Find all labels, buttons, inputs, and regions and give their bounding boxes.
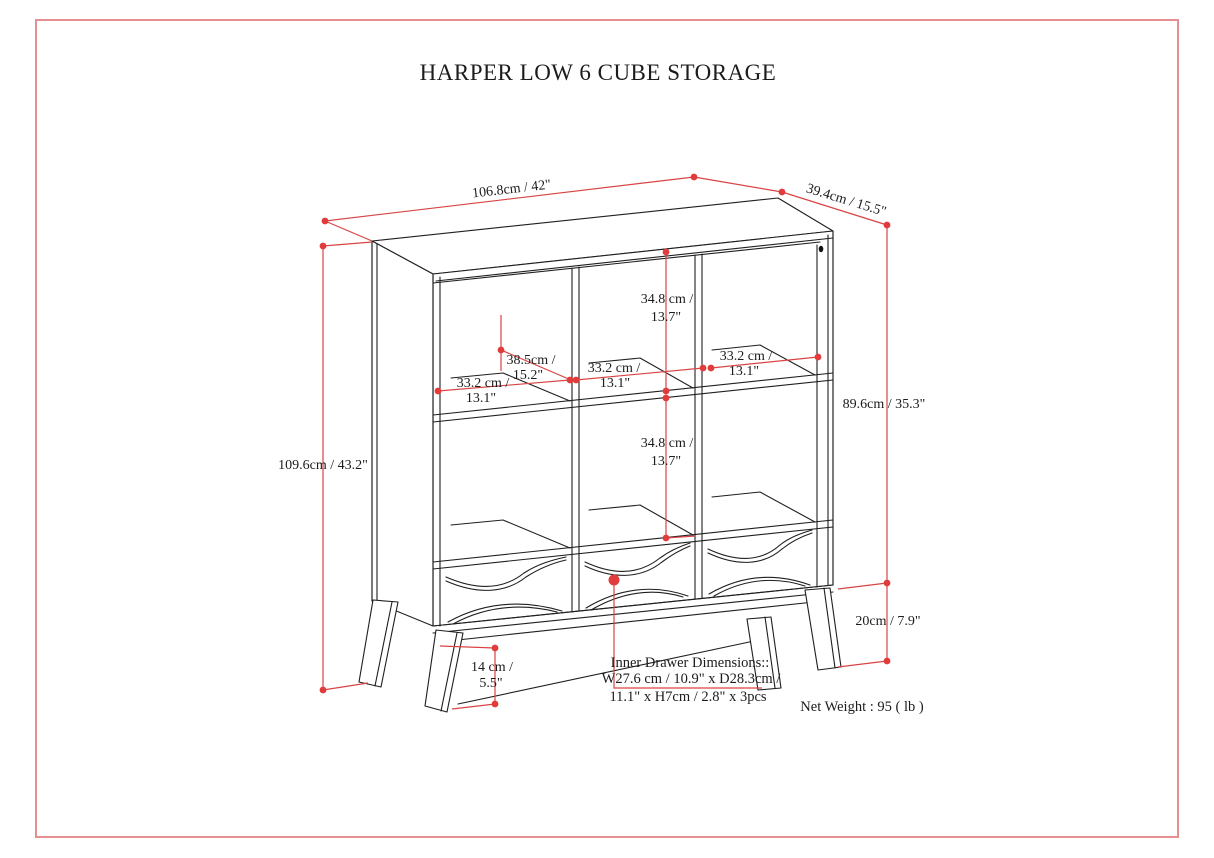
note-inner-drawer-1: Inner Drawer Dimensions::: [610, 655, 770, 671]
note-inner-drawer-3: 11.1" x H7cm / 2.8" x 3pcs: [609, 689, 767, 705]
dim-dot: [663, 249, 670, 256]
dim-label-depth: 39.4cm / 15.5": [804, 181, 888, 220]
dim-label-cube-height-bottom-1: 34.8 cm /: [640, 436, 694, 451]
dim-dot: [700, 365, 707, 372]
cam-hole-mark: [819, 246, 824, 252]
dim-label-cube-width-right-2: 13.1": [728, 364, 760, 379]
dim-label-cube-height-bottom-2: 13.7": [650, 454, 682, 469]
dim-dot: [567, 377, 574, 384]
dim-label-cube-depth-1: 38.5cm /: [506, 353, 556, 368]
note-inner-drawer-2: W27.6 cm / 10.9" x D28.3cm /: [601, 671, 781, 687]
page-title: HARPER LOW 6 CUBE STORAGE: [419, 60, 777, 85]
leg-front-left: [425, 630, 463, 712]
dim-label-foot-1: 14 cm /: [471, 660, 513, 675]
dim-label-cube-width-right-1: 33.2 cm /: [719, 349, 773, 364]
cabinet-left-panel: [372, 241, 433, 626]
cabinet-linework: [359, 198, 841, 712]
dim-dot: [435, 388, 442, 395]
dim-dot: [708, 365, 715, 372]
note-net-weight: Net Weight : 95 ( lb ): [800, 699, 924, 715]
dim-dot: [492, 645, 499, 652]
dim-dot: [573, 377, 580, 384]
dim-ext: [838, 583, 887, 589]
leg-front-right: [805, 588, 841, 670]
dim-dot: [498, 347, 505, 354]
dim-dot: [663, 395, 670, 402]
dim-label-cube-width-middle-1: 33.2 cm /: [587, 361, 641, 376]
dim-dot: [322, 218, 329, 225]
dim-label-body-height: 89.6cm / 35.3": [842, 397, 926, 412]
dim-dot: [492, 701, 499, 708]
dim-dot: [320, 243, 327, 250]
dim-dot: [884, 222, 891, 229]
dim-label-cube-height-top-2: 13.7": [650, 310, 682, 325]
dim-label-cube-height-top-1: 34.8 cm /: [640, 292, 694, 307]
dim-ext: [452, 704, 495, 709]
dim-label-height: 109.6cm / 43.2": [278, 458, 368, 473]
leg-back-left: [359, 600, 398, 687]
dim-dot: [663, 535, 670, 542]
dim-label-cube-width-left-2: 13.1": [465, 391, 497, 406]
dim-label-cube-width-left-1: 33.2 cm /: [456, 376, 510, 391]
dim-dot: [815, 354, 822, 361]
dim-ext: [325, 221, 372, 241]
drawer-leader-dot: [609, 575, 620, 586]
dim-dot: [779, 189, 786, 196]
dim-ext: [838, 661, 887, 667]
dim-label-cube-width-middle-2: 13.1": [599, 376, 631, 391]
dim-label-leg-height: 20cm / 7.9": [855, 614, 921, 629]
dim-label-width: 106.8cm / 42": [471, 177, 552, 202]
cabinet-front-face: [433, 231, 833, 626]
dim-ext: [323, 683, 368, 690]
dim-dot: [884, 580, 891, 587]
dim-label-cube-depth-2: 15.2": [512, 368, 544, 383]
dim-label-foot-2: 5.5": [479, 676, 503, 691]
dim-ext: [323, 242, 372, 246]
dim-dot: [320, 687, 327, 694]
dim-dot: [691, 174, 698, 181]
dim-dot: [663, 388, 670, 395]
dim-dot: [884, 658, 891, 665]
